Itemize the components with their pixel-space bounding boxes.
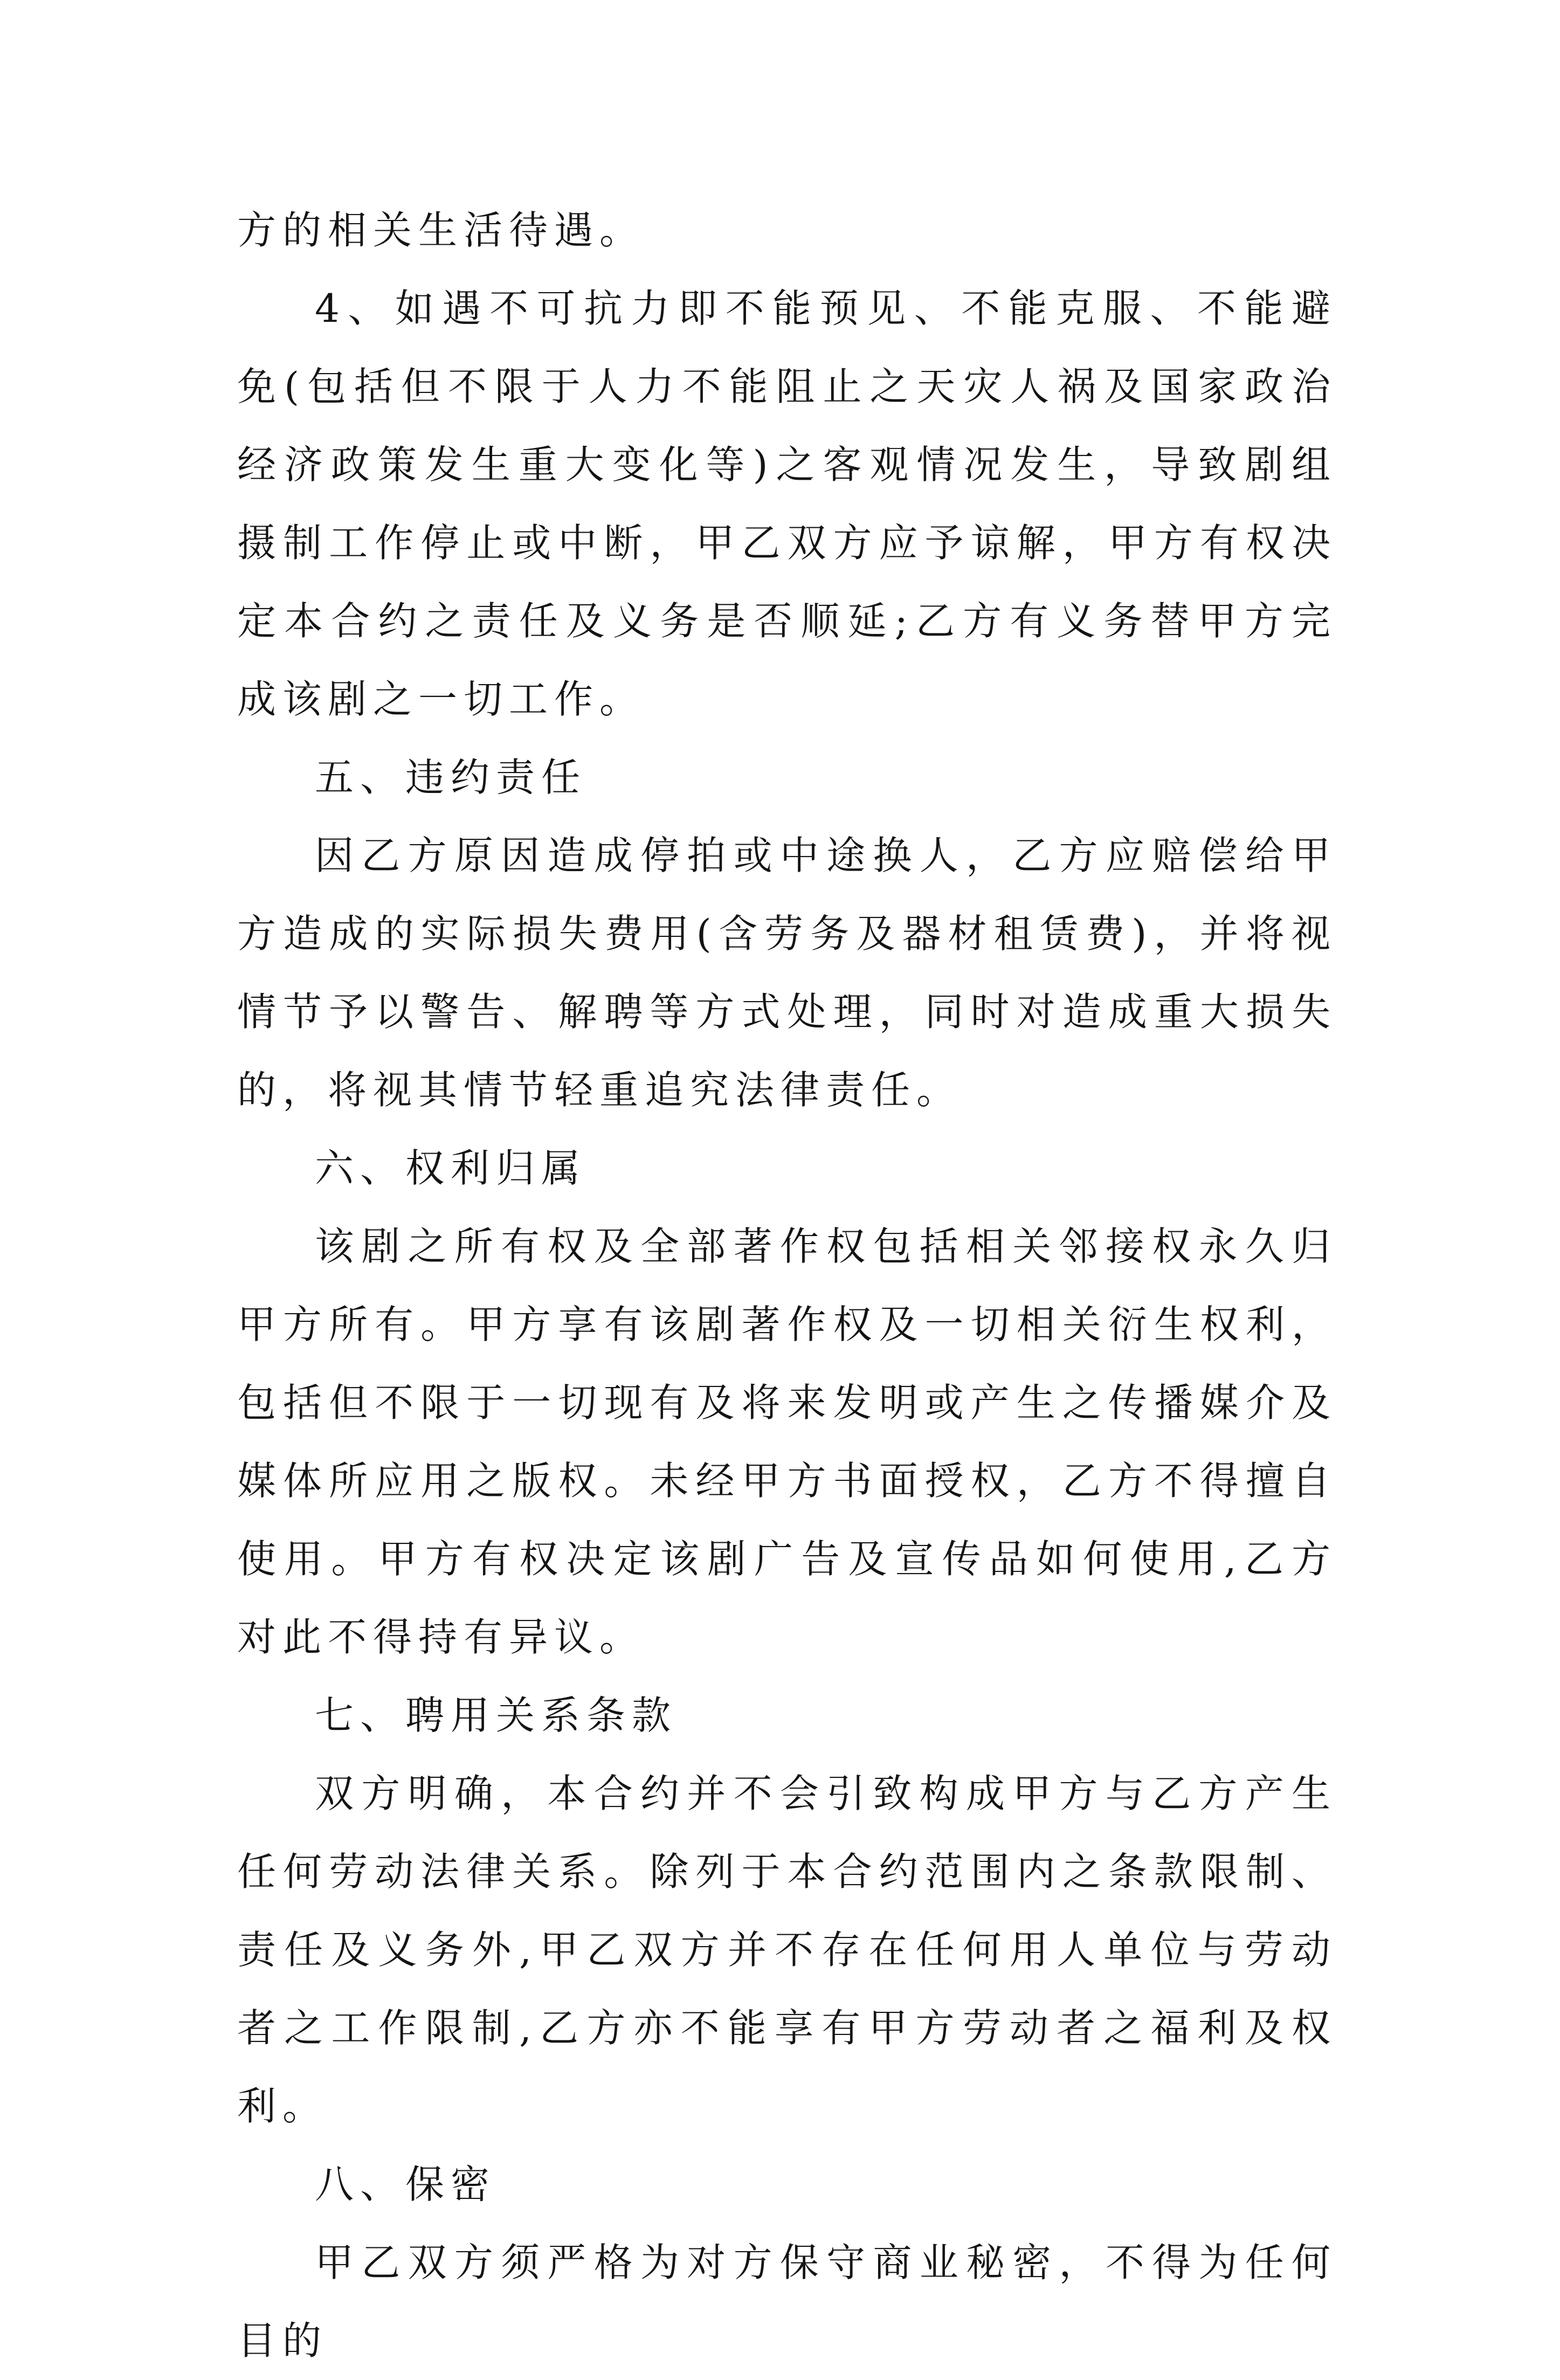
section-heading: 六、权利归属: [315, 1146, 587, 1191]
paragraph: 4、如遇不可抗力即不能预见、不能克服、不能避免(包括但不限于人力不能阻止之天灾人祸及国家政治经济政策发生重大变化等)之客观情况发生，导致剧组摄制工作停止或中断，甲乙双方应予谅解，甲方有权决定本合约之责任及义务是否顺延;乙方有义务替甲方完成该剧之一切工作。: [237, 286, 1337, 722]
paragraph: 甲乙双方须严格为对方保守商业秘密，不得为任何目的: [237, 2240, 1337, 2363]
document-body: [237, 191, 1337, 2380]
paragraph: 该剧之所有权及全部著作权包括相关邻接权永久归甲方所有。甲方享有该剧著作权及一切相关衍生权利，包括但不限于一切现有及将来发明或产生之传播媒介及媒体所应用之版权。未经甲方书面授权，乙方不得擅自使用。甲方有权决定该剧广告及宣传品如何使用,乙方对此不得持有异议。: [237, 1224, 1337, 1660]
section-heading: 七、聘用关系条款: [315, 1693, 678, 1738]
paragraph: 因乙方原因造成停拍或中途换人，乙方应赔偿给甲方造成的实际损失费用(含劳务及器材租赁费)，并将视情节予以警告、解聘等方式处理，同时对造成重大损失的，将视其情节轻重追究法律责任。: [237, 833, 1337, 1113]
section-heading: 八、保密: [315, 2162, 496, 2207]
paragraph: 方的相关生活待遇。: [237, 208, 645, 253]
paragraph: 双方明确，本合约并不会引致构成甲方与乙方产生任何劳动法律关系。除列于本合约范围内之条款限制、责任及义务外,甲乙双方并不存在任何用人单位与劳动者之工作限制,乙方亦不能享有甲方劳动者之福利及权利。: [237, 1771, 1337, 2129]
section-heading: 五、违约责任: [315, 755, 587, 800]
